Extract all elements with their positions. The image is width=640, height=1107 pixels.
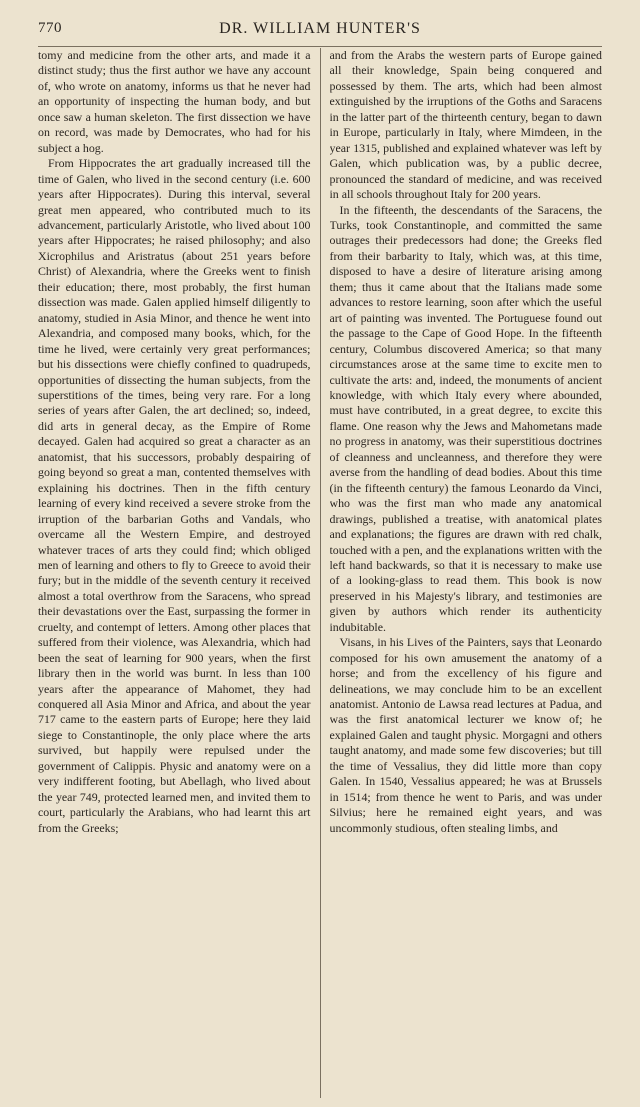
paragraph: From Hippocrates the art gradually increased till the time of Galen, who lived in the second century (i.e. 600 years after Hippocrates). During this interval, several great men appeared, who contributed much to its advancement, particularly Aristotle, who lived about 100 years after Hippocrates; he raised philosophy; and also Xicrophilus and Aristratus (about 251 years before Christ) of Alexandria, where the Greeks went to finish their education; there, most probably, the first human dissection was made. Galen applied himself diligently to anatomy, studied in Asia Minor, and thence he went into Alexandria, and composed many books, which, for the time he lived, were certainly very great performances; but his dissections were chiefly confined to quadrupeds, opportunities of dissecting the human subjects, from the superstitions of the times, being very rare. For a long series of years after Galen, the art declined; so, indeed, did arts in general decay, as the Empire of Rome decayed. Galen had acquired so great a character as an anatomist, that his successors, probably despairing of going beyond so great a man, contented themselves with explaining his doctrines. Then in the fifth century learning of every kind received a severe stroke from the irruption of the barbarian Goths and Vandals, who overcame all the Western Empire, and destroyed whatever traces of arts they could find; which obliged men of learning and others to fly to Greece to avoid their fury; but in the middle of the seventh century it received almost a total overthrow from the Saracens, who spread their devastations over the East, surpassing the former in cruelty, and contempt of letters. Among other places that suffered from their violence, was Alexandria, which had been the seat of learning for 900 years, when the first library then in the world was burnt. In less than 100 years after the appearance of Mahomet, they had conquered all Asia Minor and Africa, and about the year 717 came to the eastern parts of Europe; here they laid siege to Constantinople, the only place where the arts survived, but happily were repulsed under the government of Calippis. Physic and anatomy were on a very indifferent footing, but Abellagh, who lived about the year 749, protected learned men, and invited them to court, particularly the Arabians, who had learnt this art from the Greeks; <box>38 156 311 835</box>
paragraph: Visans, in his Lives of the Painters, says that Leonardo composed for his own amusement the anatomy of a horse; and from the excellency of his figure and delineations, we may conclude him to be an excellent anatomist. Antonio de Lawsa read lectures at Padua, and was the first anatomical lecturer we know of; he explained Galen and taught physic. Morgagni and others taught anatomy, and made some few discoveries; but till the time of Vessalius, they did little more than copy Galen. In 1540, Vessalius appeared; he was at Brussels in 1514; from thence he went to Paris, and was under Silvius; here he remained eight years, and was uncommonly studious, often stealing limbs, and <box>329 635 602 835</box>
paragraph: and from the Arabs the western parts of Europe gained all their knowledge, Spain being conquered and possessed by them. The arts, which had been almost extinguished by the irruptions of the Goths and Saracens in the latter part of the thirteenth century, began to dawn in Europe, particularly in Italy, where Mimdeen, in the year 1315, published and explained whatever was left by Galen, which publication was, by a public decree, pronounced the standard of medicine, and was received in all schools throughout Italy for 200 years. <box>329 48 602 202</box>
paragraph: In the fifteenth, the descendants of the Saracens, the Turks, took Constantinople, and committed the same outrages their predecessors had done; the Greeks fled from their barbarity to Italy, which was, at this time, disposed to have a desire of literature arising among them; thus it came about that the Italians made some advances to restore learning, soon after which the useful art of painting was invented. The Portuguese found out the passage to the Cape of Good Hope. In the fifteenth century, Columbus discovered America; so that many circumstances arose at the same time to excite men to cultivate the arts: and, indeed, the monuments of ancient knowledge, with which Italy every where abounded, must have contributed, in a great degree, to excite this flame. One reason why the Jews and Mahometans made no progress in anatomy, was their superstitious doctrines of cleanness and uncleanness, and therefore they were averse from the handling of dead bodies. About this time (in the fifteenth century) the famous Leonardo da Vinci, who was the first man who made any anatomical drawings, published a treatise, with anatomical plates and explanations; the figures are drawn with red chalk, touched with a pen, and the explanations written with the left hand backwards, so that it is necessary to make use of a looking-glass to read them. This book is now preserved in his Majesty's library, and testimonies are given by authors which render its authenticity indubitable. <box>329 202 602 634</box>
right-column <box>330 48 603 1098</box>
text-columns <box>38 48 602 1098</box>
column-divider <box>320 48 321 1098</box>
paragraph: tomy and medicine from the other arts, and made it a distinct study; thus the first author we have any account of, who wrote on anatomy, informs us that he never had an opportunity of inspecting the human body, and but once saw a human skeleton. The first dissection we have on record, was made by Democrates, who had for his subject a hog. <box>38 48 311 155</box>
running-title: DR. WILLIAM HUNTER'S <box>219 20 421 37</box>
page-number: 770 <box>38 20 62 36</box>
left-column <box>38 48 311 1098</box>
page-header <box>38 18 602 47</box>
